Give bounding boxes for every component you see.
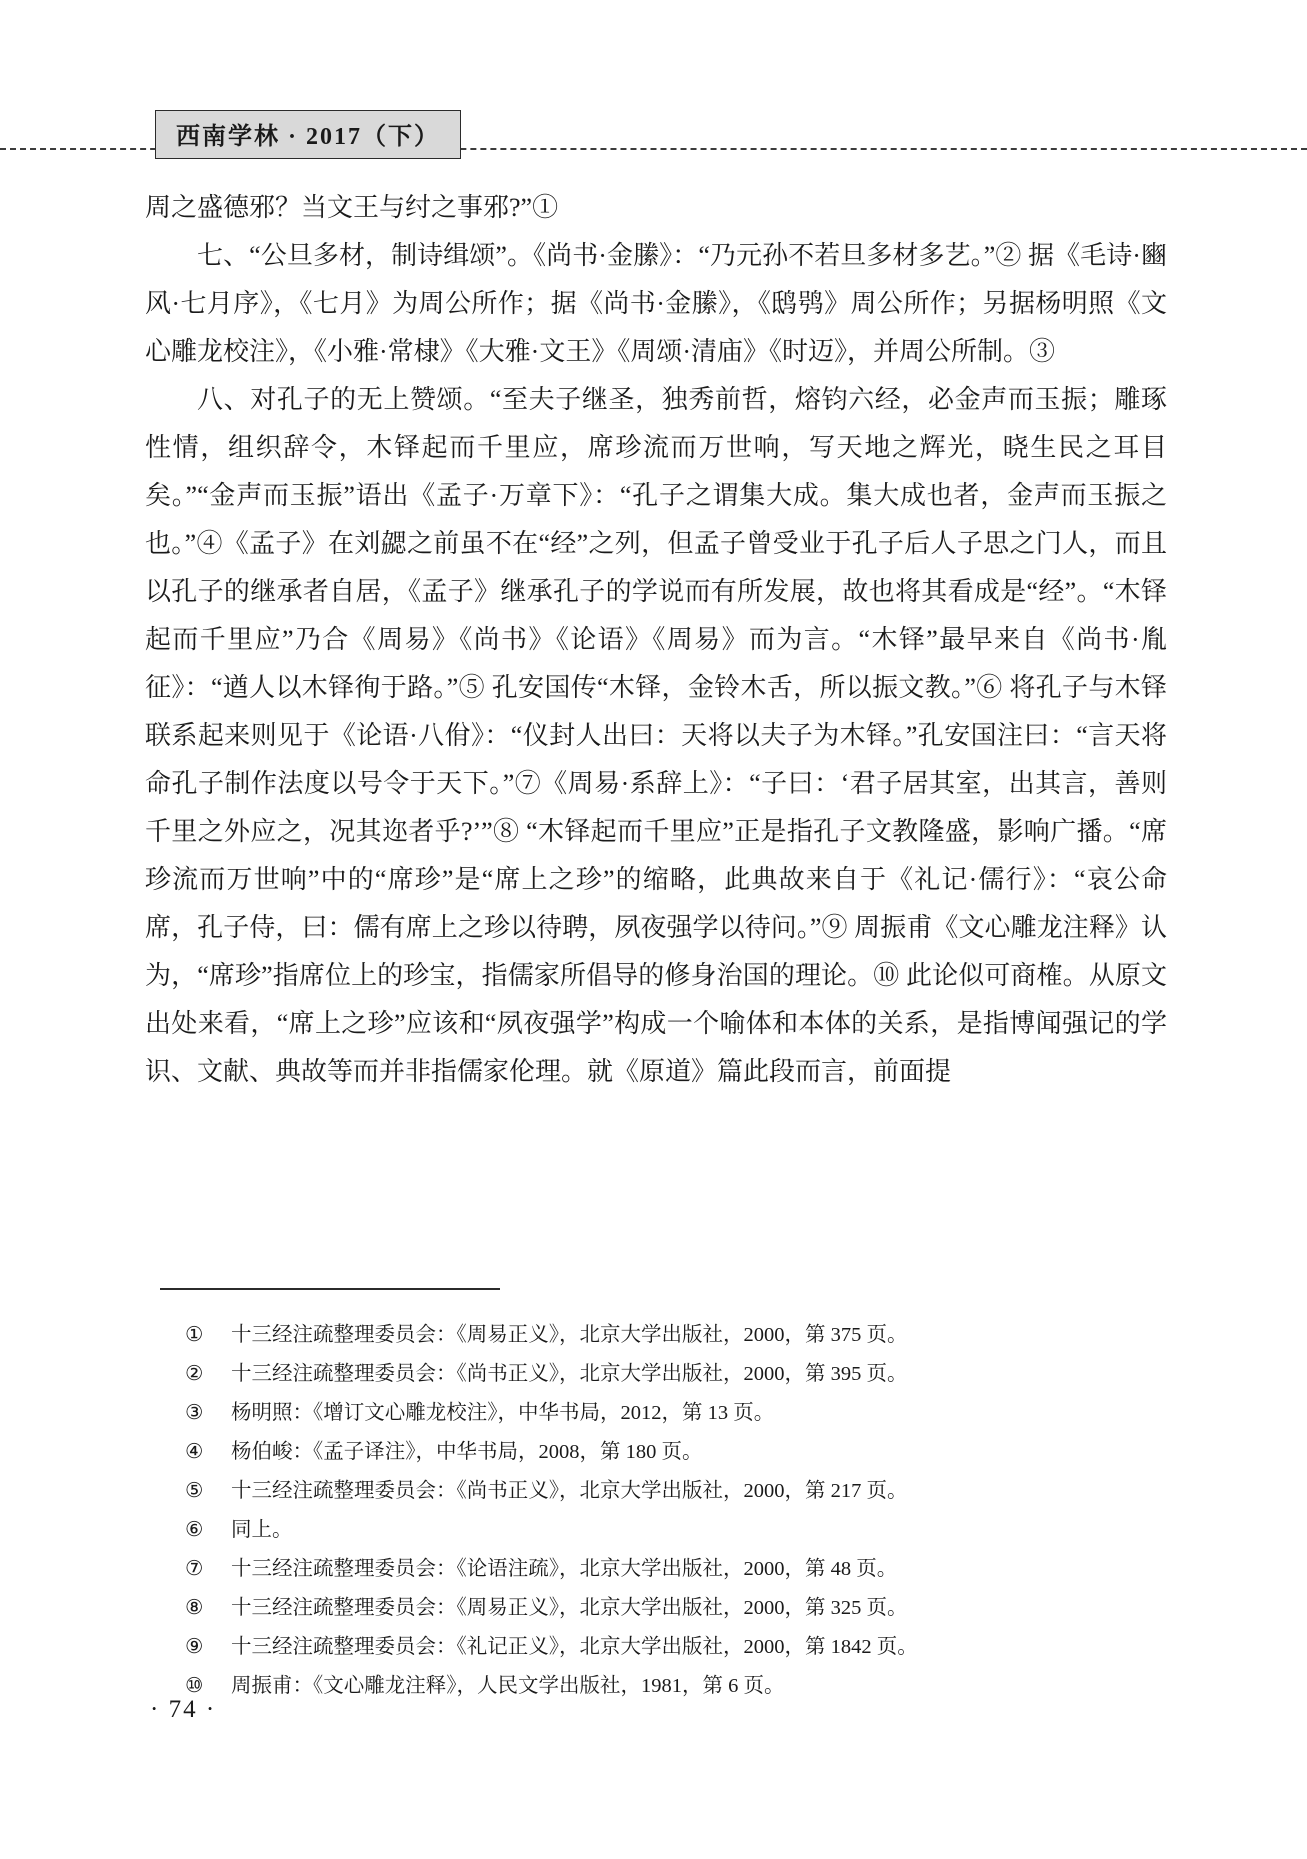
footnote-text: 杨伯峻：《孟子译注》，中华书局，2008，第 180 页。	[231, 1441, 703, 1463]
journal-title-box	[155, 110, 461, 159]
footnote-marker: ②	[185, 1363, 204, 1385]
footnote-text: 十三经注疏整理委员会：《礼记正义》，北京大学出版社，2000，第 1842 页。	[231, 1636, 918, 1658]
page-number: · 74 ·	[150, 1696, 217, 1723]
footnote-separator-rule	[160, 1288, 500, 1290]
footnote-marker: ④	[185, 1441, 204, 1463]
footnote-item	[185, 1472, 1135, 1511]
footnote-marker: ⑨	[185, 1636, 204, 1658]
body-paragraph: 周之盛德邪？当文王与纣之事邪?”①	[145, 193, 559, 222]
footnote-text: 杨明照：《增订文心雕龙校注》，中华书局，2012，第 13 页。	[231, 1402, 775, 1424]
footnote-text: 十三经注疏整理委员会：《周易正义》，北京大学出版社，2000，第 375 页。	[231, 1324, 908, 1346]
footnote-marker: ⑦	[185, 1558, 204, 1580]
footnote-item	[185, 1433, 1135, 1472]
body-paragraph: 八、对孔子的无上赞颂。“至夫子继圣，独秀前哲，熔钧六经，必金声而玉振；雕琢性情，组织辞令，木铎起而千里应，席珍流而万世响，写天地之辉光，晓生民之耳目矣。”“金声而玉振”语出《孟子·万章下》：“孔子之谓集大成。集大成也者，金声而玉振之也。”④《孟子》在刘勰之前虽不在“经”之列，但孟子曾受业于孔子后人子思之门人，而且以孔子的继承者自居，《孟子》继承孔子的学说而有所发展，故也将其看成是“经”。“木铎起而千里应”乃合《周易》《尚书》《论语》《周易》而为言。“木铎”最早来自《尚书·胤征》：“遒人以木铎徇于路。”⑤ 孔安国传“木铎，金铃木舌，所以振文教。”⑥ 将孔子与木铎联系起来则见于《论语·八佾》：“仪封人出曰：天将以夫子为木铎。”孔安国注曰：“言天将命孔子制作法度以号令于天下。”⑦《周易·系辞上》：“子曰：‘君子居其室，出其言，善则千里之外应之，况其迩者乎?’”⑧ “木铎起而千里应”正是指孔子文教隆盛，影响广播。“席珍流而万世响”中的“席珍”是“席上之珍”的缩略，此典故来自于《礼记·儒行》：“哀公命席，孔子侍，曰：儒有席上之珍以待聘，夙夜强学以待问。”⑨ 周振甫《文心雕龙注释》认为，“席珍”指席位上的珍宝，指儒家所倡导的修身治国的理论。⑩ 此论似可商榷。从原文出处来看，“席上之珍”应该和“夙夜强学”构成一个喻体和本体的关系，是指博闻强记的学识、文献、典故等而并非指儒家伦理。就《原道》篇此段而言，前面提	[145, 385, 1167, 1086]
footnote-marker: ①	[185, 1324, 204, 1346]
body-text-block	[145, 184, 1167, 1096]
footnote-text: 十三经注疏整理委员会：《尚书正义》，北京大学出版社，2000，第 217 页。	[231, 1480, 908, 1502]
footnote-item	[185, 1355, 1135, 1394]
footnote-item	[185, 1394, 1135, 1433]
journal-title: 西南学林 · 2017（下）	[176, 124, 441, 150]
footnote-text: 十三经注疏整理委员会：《周易正义》，北京大学出版社，2000，第 325 页。	[231, 1597, 908, 1619]
footnote-item	[185, 1511, 1135, 1550]
footnote-marker: ③	[185, 1402, 204, 1424]
footnotes-block	[185, 1316, 1135, 1706]
footnote-marker: ⑥	[185, 1519, 204, 1541]
footnote-item	[185, 1316, 1135, 1355]
footnote-text: 周振甫：《文心雕龙注释》，人民文学出版社，1981，第 6 页。	[231, 1675, 785, 1697]
footnote-marker: ⑧	[185, 1597, 204, 1619]
footnote-marker: ⑩	[185, 1675, 204, 1697]
footnote-marker: ⑤	[185, 1480, 204, 1502]
footnote-text: 同上。	[231, 1519, 293, 1541]
footnote-text: 十三经注疏整理委员会：《尚书正义》，北京大学出版社，2000，第 395 页。	[231, 1363, 908, 1385]
footnote-text: 十三经注疏整理委员会：《论语注疏》，北京大学出版社，2000，第 48 页。	[231, 1558, 898, 1580]
footnote-item	[185, 1550, 1135, 1589]
body-paragraph: 七、“公旦多材，制诗缉颂”。《尚书·金縢》：“乃元孙不若旦多材多艺。”② 据《毛诗·豳风·七月序》，《七月》为周公所作；据《尚书·金縢》，《鸱鸮》周公所作；另据杨明照《文心雕龙校注》，《小雅·常棣》《大雅·文王》《周颂·清庙》《时迈》，并周公所制。③	[145, 241, 1167, 366]
footnote-item	[185, 1628, 1135, 1667]
footnote-item	[185, 1589, 1135, 1628]
footnote-item	[185, 1667, 1135, 1706]
